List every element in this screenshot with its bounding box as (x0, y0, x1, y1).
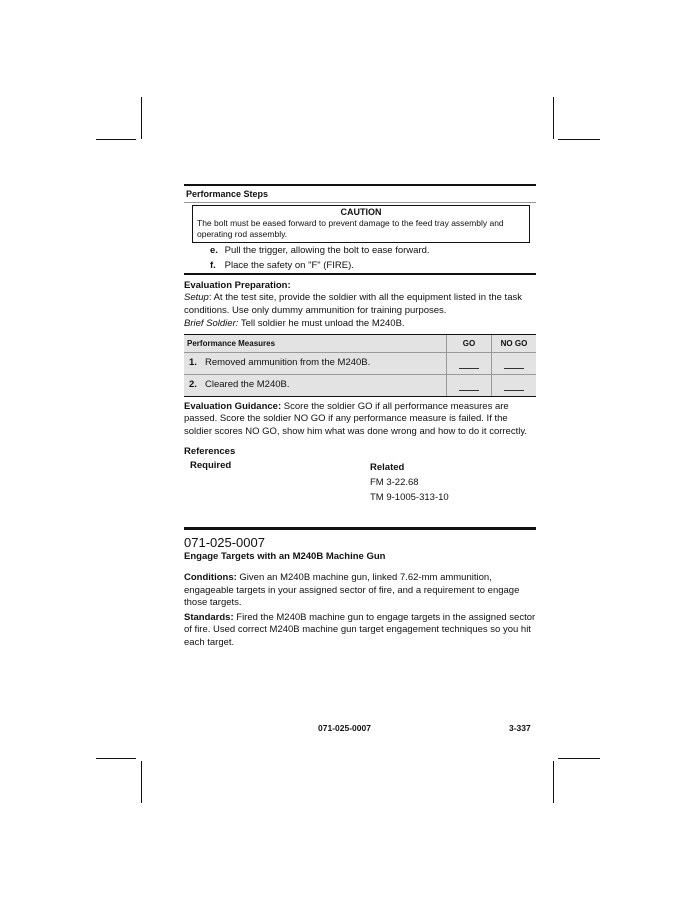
nogo-header: NO GO (492, 334, 537, 352)
footer-page-number: 3-337 (509, 723, 531, 733)
caution-title: CAUTION (340, 207, 382, 217)
crop-mark-tr-v (553, 97, 554, 139)
crop-mark-br-v (553, 761, 554, 803)
go-blank[interactable] (447, 352, 492, 374)
measure-text: Cleared the M240B. (205, 378, 290, 390)
standards-text: Fired the M240B machine gun to engage targets in the assigned sector of fire. Used correct M240B machine gun target engagement techniques so you hit each target. (184, 611, 536, 648)
measure-number: 1. (189, 356, 197, 368)
performance-measures-table (184, 334, 536, 397)
step-f (184, 258, 536, 273)
evaluation-guidance-text: Score the soldier GO if all performance measures are passed. Score the soldier NO GO if any performance measure is failed. If the soldier scores NO GO, show him what was done wrong and how to do it correctly. (184, 400, 528, 437)
evaluation-guidance-paragraph (184, 401, 536, 439)
brief-text: Tell soldier he must unload the M240B. (238, 318, 405, 329)
references-related: Related (370, 462, 405, 473)
nogo-blank[interactable] (492, 352, 537, 374)
related-item: TM 9-1005-313-10 (370, 492, 449, 503)
performance-measures-header: Performance Measures (184, 334, 447, 352)
nogo-blank[interactable] (492, 374, 537, 396)
step-e (184, 243, 536, 258)
brief-label: Brief Soldier: (184, 318, 239, 329)
go-header: GO (447, 334, 492, 352)
standards-paragraph (184, 612, 536, 650)
related-item: FM 3-22.68 (370, 477, 419, 488)
step-label: e. (210, 245, 218, 256)
caution-text: The bolt must be eased forward to prevent damage to the feed tray assembly and operating rod assembly. (197, 218, 504, 239)
page-content (184, 184, 536, 649)
conditions-label: Conditions: (184, 572, 237, 583)
step-text: Place the safety on "F" (FIRE). (224, 260, 354, 271)
setup-label: Setup (184, 292, 209, 303)
crop-mark-bl-h (96, 758, 136, 759)
task-title: Engage Targets with an M240B Machine Gun (184, 551, 386, 562)
steps-bottom-rule (184, 273, 536, 275)
measure-text: Removed ammunition from the M240B. (205, 356, 371, 368)
step-text: Pull the trigger, allowing the bolt to ease forward. (224, 245, 430, 256)
crop-mark-tl-h (96, 139, 136, 140)
step-label: f. (210, 260, 216, 271)
footer-task-number: 071-025-0007 (318, 723, 371, 733)
crop-mark-br-h (558, 758, 600, 759)
crop-mark-bl-v (141, 761, 142, 803)
performance-steps-header: Performance Steps (184, 186, 536, 203)
evaluation-guidance-label: Evaluation Guidance: (184, 400, 282, 412)
brief-soldier-paragraph (184, 318, 536, 331)
table-row (184, 374, 536, 396)
crop-mark-tr-h (558, 139, 600, 140)
caution-box (192, 205, 530, 243)
evaluation-preparation-heading: Evaluation Preparation: (184, 280, 291, 291)
task-number: 071-025-0007 (184, 535, 265, 550)
crop-mark-tl-v (141, 97, 142, 139)
measure-number: 2. (189, 378, 197, 390)
measure-cell (184, 352, 447, 374)
standards-label: Standards: (184, 611, 234, 623)
table-header-row (184, 334, 536, 352)
task-rule (184, 527, 536, 530)
conditions-paragraph (184, 572, 536, 610)
table-row (184, 352, 536, 374)
references-required: Required (190, 460, 232, 471)
measure-cell (184, 374, 447, 396)
go-blank[interactable] (447, 374, 492, 396)
setup-paragraph (184, 292, 536, 317)
conditions-text: Given an M240B machine gun, linked 7.62-mm ammunition, engageable targets in your assigned sector of fire, and a requirement to engage those targets. (184, 572, 520, 608)
references-section (184, 446, 536, 505)
setup-text: : At the test site, provide the soldier with all the equipment listed in the task conditions. Use only dummy ammunition for training purposes. (184, 292, 522, 316)
references-title: References (184, 446, 236, 457)
